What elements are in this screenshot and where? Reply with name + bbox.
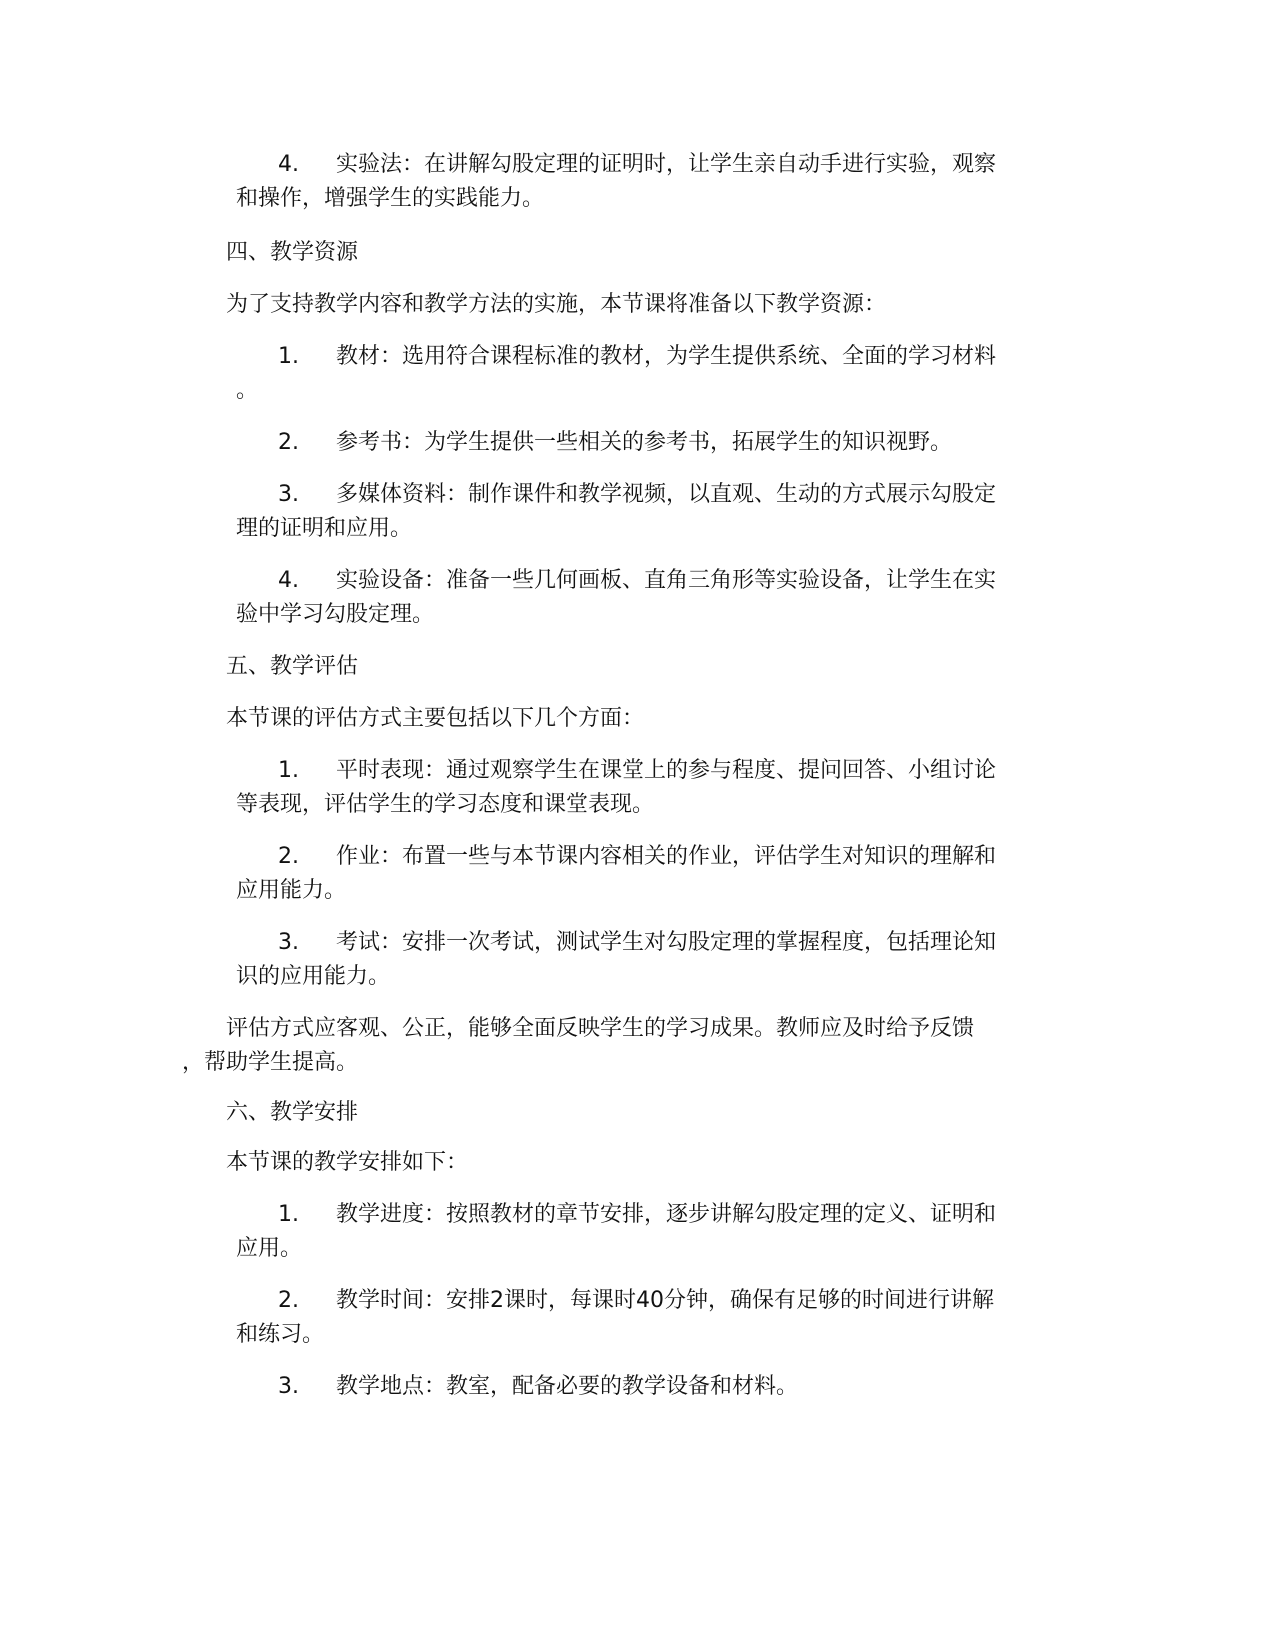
section-intro: 本节课的评估方式主要包括以下几个方面： <box>226 706 645 731</box>
summary-paragraph: 评估方式应客观、公正，能够全面反映学生的学习成果。教师应及时给予反馈 <box>226 1016 975 1041</box>
list-item-number: 3. <box>278 930 299 955</box>
list-item-number: 3. <box>278 482 299 507</box>
section-intro: 本节课的教学安排如下： <box>226 1150 469 1175</box>
list-item-number: 2. <box>278 844 299 869</box>
list-item-number: 1. <box>278 344 299 369</box>
list-item-text-continued: 应用。 <box>236 1236 303 1261</box>
list-item-text: 实验法：在讲解勾股定理的证明时，让学生亲自动手进行实验，观察 <box>336 152 997 177</box>
list-item-text: 教学时间：安排2课时，每课时40分钟，确保有足够的时间进行讲解 <box>336 1288 994 1313</box>
list-item-text-continued: 。 <box>236 378 259 403</box>
list-item-text: 教材：选用符合课程标准的教材，为学生提供系统、全面的学习材料 <box>336 344 997 369</box>
list-item-text: 考试：安排一次考试，测试学生对勾股定理的掌握程度，包括理论知 <box>336 930 997 955</box>
list-item-text: 教学地点：教室，配备必要的教学设备和材料。 <box>336 1374 799 1399</box>
list-item-text-continued: 识的应用能力。 <box>236 964 391 989</box>
list-item-text-continued: 和练习。 <box>236 1322 325 1347</box>
list-item-text: 参考书：为学生提供一些相关的参考书，拓展学生的知识视野。 <box>336 430 953 455</box>
list-item-number: 2. <box>278 1288 299 1313</box>
list-item-text-continued: 验中学习勾股定理。 <box>236 602 435 627</box>
list-item-number: 1. <box>278 758 299 783</box>
list-item-text-continued: 应用能力。 <box>236 878 347 903</box>
list-item-text: 教学进度：按照教材的章节安排，逐步讲解勾股定理的定义、证明和 <box>336 1202 997 1227</box>
list-item-number: 4. <box>278 568 299 593</box>
list-item-text-continued: 等表现，评估学生的学习态度和课堂表现。 <box>236 792 655 817</box>
section-heading: 四、教学资源 <box>226 240 359 265</box>
section-intro: 为了支持教学内容和教学方法的实施，本节课将准备以下教学资源： <box>226 292 887 317</box>
list-item-text-continued: 和操作，增强学生的实践能力。 <box>236 186 545 211</box>
list-item-number: 4. <box>278 152 299 177</box>
list-item-text-continued: 理的证明和应用。 <box>236 516 413 541</box>
list-item-text: 实验设备：准备一些几何画板、直角三角形等实验设备，让学生在实 <box>336 568 997 593</box>
list-item-text: 作业：布置一些与本节课内容相关的作业，评估学生对知识的理解和 <box>336 844 997 869</box>
section-heading: 六、教学安排 <box>226 1100 359 1125</box>
list-item-number: 2. <box>278 430 299 455</box>
list-item-text: 平时表现：通过观察学生在课堂上的参与程度、提问回答、小组讨论 <box>336 758 997 783</box>
list-item-number: 3. <box>278 1374 299 1399</box>
summary-paragraph-continued: ，帮助学生提高。 <box>182 1050 359 1075</box>
list-item-number: 1. <box>278 1202 299 1227</box>
section-heading: 五、教学评估 <box>226 654 359 679</box>
list-item-text: 多媒体资料：制作课件和教学视频，以直观、生动的方式展示勾股定 <box>336 482 997 507</box>
